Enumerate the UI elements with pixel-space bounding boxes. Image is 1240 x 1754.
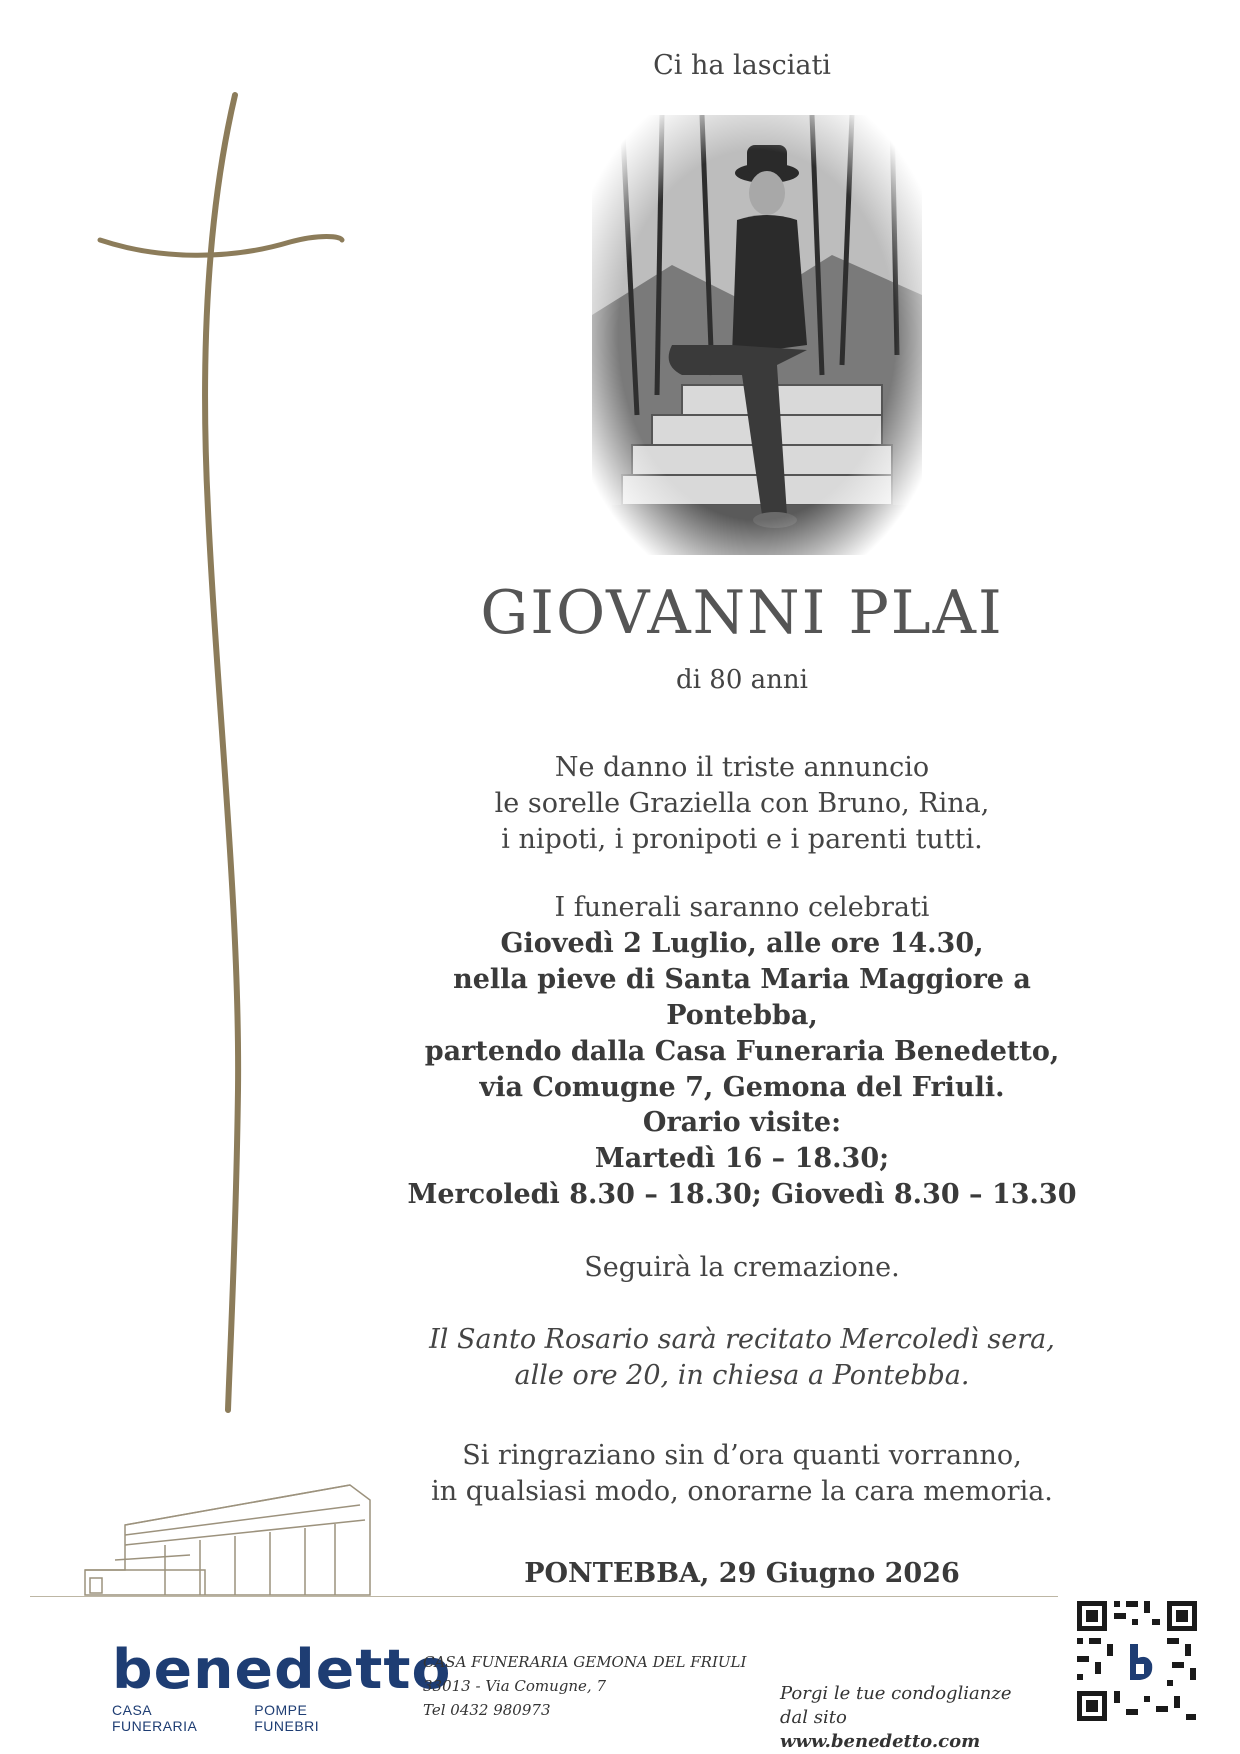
deceased-name: GIOVANNI PLAI [480, 578, 1004, 648]
intro-text: Ci ha lasciati [653, 50, 831, 81]
visiting-title: Orario visite: [642, 1107, 842, 1138]
thanks-line: in qualsiasi modo, onorarne la cara memoria. [431, 1476, 1053, 1507]
cross-decoration [90, 90, 350, 1430]
logo-subtitle: CASA FUNERARIA [112, 1702, 198, 1734]
visiting-line: Mercoledì 8.30 – 18.30; Giovedì 8.30 – 13.30 [407, 1179, 1077, 1210]
condolences-line: Porgi le tue condoglianze [780, 1683, 1012, 1704]
visiting-line: Martedì 16 – 18.30; [594, 1143, 890, 1174]
qr-code[interactable] [1072, 1596, 1202, 1726]
funeral-line: Giovedì 2 Luglio, alle ore 14.30, [500, 928, 984, 959]
place-date: PONTEBBA, 29 Giugno 2026 [524, 1558, 960, 1589]
portrait-photo [592, 115, 922, 555]
funeral-intro: I funerali saranno celebrati [554, 892, 930, 923]
funeral-info [380, 890, 1104, 1106]
website-link[interactable]: www.benedetto.com [780, 1731, 981, 1752]
rosary-line: alle ore 20, in chiesa a Pontebba. [514, 1360, 970, 1391]
funeral-line: via Comugne 7, Gemona del Friuli. [479, 1072, 1005, 1103]
rosary-note [380, 1322, 1104, 1394]
visiting-hours [380, 1105, 1104, 1213]
logo-wordmark: benedetto [112, 1638, 452, 1701]
benedetto-logo [112, 1638, 452, 1734]
condolences-prefix: dal sito [780, 1707, 847, 1728]
cremation-note: Seguirà la cremazione. [584, 1252, 900, 1283]
announcement-line: Ne danno il triste annuncio [554, 752, 930, 783]
address-line: Tel 0432 980973 [423, 1701, 551, 1719]
condolences-note [780, 1682, 1050, 1754]
address-line: CASA FUNERARIA GEMONA DEL FRIULI [423, 1653, 747, 1671]
announcement [380, 750, 1104, 858]
announcement-line: i nipoti, i pronipoti e i parenti tutti. [501, 824, 983, 855]
rosary-line: Il Santo Rosario sarà recitato Mercoledì sera, [429, 1324, 1055, 1355]
address-line: 33013 - Via Comugne, 7 [423, 1677, 607, 1695]
building-illustration [30, 1480, 410, 1600]
deceased-age: di 80 anni [676, 665, 808, 695]
funeral-line: nella pieve di Santa Maria Maggiore a Pontebba, [453, 964, 1031, 1031]
announcement-line: le sorelle Graziella con Bruno, Rina, [494, 788, 990, 819]
thanks-note [380, 1438, 1104, 1510]
logo-subtitle: POMPE FUNEBRI [254, 1702, 320, 1734]
funeral-line: partendo dalla Casa Funeraria Benedetto, [424, 1036, 1060, 1067]
footer-divider [30, 1596, 1058, 1597]
thanks-line: Si ringraziano sin d’ora quanti vorranno, [462, 1440, 1022, 1471]
footer-address [423, 1650, 746, 1722]
